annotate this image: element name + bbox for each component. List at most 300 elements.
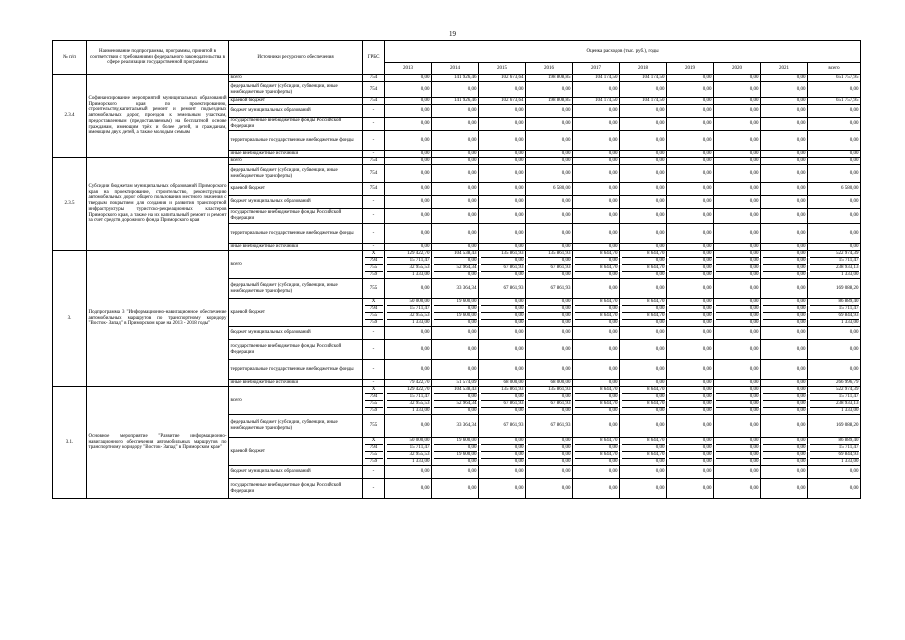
value-cell: 0,00	[808, 466, 861, 479]
amount: 0,00	[716, 319, 759, 326]
grbs-cell: 754	[363, 183, 385, 196]
value-cell: 0,00	[620, 209, 667, 224]
grbs-cell: 754	[363, 82, 385, 98]
amount: 8 644,70	[647, 299, 665, 304]
amount: 67 861,93	[528, 400, 571, 407]
value-cell: 0,00	[714, 118, 761, 131]
value-cell: 198 808,85	[526, 98, 573, 105]
grbs-cell: 755	[363, 279, 385, 299]
value-cell: 0,00	[432, 224, 479, 244]
value-cell: 0,00	[573, 209, 620, 224]
grbs-value: 759	[365, 319, 383, 326]
grbs-value: 755	[365, 451, 383, 458]
value-cell: 0,00	[385, 327, 432, 340]
grbs-cell: -	[363, 196, 385, 209]
amount: 1 333,00	[810, 319, 859, 326]
value-cell: 0,00	[714, 360, 761, 380]
amount: 19 600,00	[434, 312, 477, 319]
amount: 0,00	[702, 438, 712, 443]
value-cell	[714, 251, 761, 279]
source-cell: федеральный бюджет (субсидии, субвенции, иные межбюджетные трансферты)	[229, 279, 363, 299]
value-cell: 0,00	[808, 196, 861, 209]
amount: 0,00	[763, 271, 806, 278]
amount: 1 333,00	[810, 407, 859, 414]
amount: 129 422,70	[407, 387, 430, 392]
header-num: № п/п	[53, 41, 87, 75]
value-cell: 0,00	[432, 360, 479, 380]
value-cell: 0,00	[479, 340, 526, 360]
value-cell: 0,00	[620, 466, 667, 479]
row-description: Софинансирование мероприятий муниципальных образований Приморского края по проектированию, строительству,капитальный ремонт и ремонт подъездных автомобильных дорог, проездов к земельным участкам, предоставленным (предоставляемым) на бесплатной основе гражданам, имеющим трёх и более детей, и гражданам, имеющим двух детей, а также молодым семьям	[87, 75, 229, 158]
value-cell: 0,00	[620, 224, 667, 244]
source-cell: всего	[229, 158, 363, 165]
value-cell: 0,00	[432, 105, 479, 118]
amount: 0,00	[669, 451, 712, 458]
value-cell	[432, 251, 479, 279]
value-cell: 0,00	[761, 279, 808, 299]
value-cell: 0,00	[573, 340, 620, 360]
amount: 0,00	[481, 319, 524, 326]
grbs-cell: 755	[363, 415, 385, 438]
value-cell: 0,00	[761, 479, 808, 499]
amount: 19 600,00	[456, 299, 477, 304]
value-cell: 0,00	[620, 118, 667, 131]
value-cell: 0,00	[761, 183, 808, 196]
value-cell: 0,00	[479, 82, 526, 98]
value-cell: 0,00	[808, 151, 861, 158]
value-cell: 0,00	[667, 118, 714, 131]
amount: 15 711,47	[810, 257, 859, 264]
amount: 522 974,39	[836, 387, 859, 392]
amount: 0,00	[702, 387, 712, 392]
value-cell: 0,00	[526, 165, 573, 183]
value-cell	[761, 438, 808, 466]
amount: 135 861,93	[548, 251, 571, 256]
source-cell: всего	[229, 75, 363, 82]
amount: 0,00	[575, 458, 618, 465]
value-cell: 0,00	[526, 244, 573, 251]
amount: 0,00	[716, 257, 759, 264]
value-cell: 651 757,95	[808, 98, 861, 105]
amount: 0,00	[561, 438, 571, 443]
amount: 0,00	[669, 319, 712, 326]
value-cell: 0,00	[573, 158, 620, 165]
value-cell: 0,00	[620, 165, 667, 183]
source-cell: краевой бюджет	[229, 438, 363, 466]
value-cell: 0,00	[526, 224, 573, 244]
header-year: 2019	[667, 63, 714, 75]
value-cell: 0,00	[526, 360, 573, 380]
budget-table	[52, 40, 861, 499]
value-cell: 67 861,93	[479, 415, 526, 438]
amount: 8 644,70	[622, 400, 665, 407]
value-cell	[620, 387, 667, 415]
value-cell: 0,00	[479, 327, 526, 340]
value-cell	[479, 299, 526, 327]
header-grbs: ГРБС	[363, 41, 385, 75]
amount: 0,00	[481, 444, 524, 451]
value-cell: 0,00	[714, 75, 761, 82]
value-cell: 266 996,79	[808, 380, 861, 387]
grbs-cell: -	[363, 105, 385, 118]
value-cell: 0,00	[385, 183, 432, 196]
amount: 0,00	[622, 257, 665, 264]
value-cell: 0,00	[808, 105, 861, 118]
amount: 0,00	[749, 438, 759, 443]
value-cell: 0,00	[761, 118, 808, 131]
value-cell: 0,00	[385, 466, 432, 479]
amount: 1 333,00	[387, 407, 430, 414]
value-cell: 0,00	[761, 165, 808, 183]
grbs-cell	[363, 299, 385, 327]
amount: 0,00	[669, 407, 712, 414]
value-cell: 67 861,93	[479, 279, 526, 299]
amount: 0,00	[669, 458, 712, 465]
value-cell: 198 808,85	[526, 75, 573, 82]
amount: 0,00	[481, 393, 524, 400]
amount: 0,00	[749, 299, 759, 304]
value-cell: 0,00	[385, 340, 432, 360]
value-cell: 0,00	[573, 380, 620, 387]
amount: 1 333,00	[387, 319, 430, 326]
value-cell: 0,00	[526, 131, 573, 151]
value-cell: 104 174,50	[620, 98, 667, 105]
value-cell: 0,00	[385, 360, 432, 380]
value-cell: 0,00	[573, 82, 620, 98]
value-cell: 0,00	[714, 183, 761, 196]
value-cell: 651 757,95	[808, 75, 861, 82]
value-cell: 0,00	[526, 209, 573, 224]
value-cell	[620, 251, 667, 279]
value-cell: 0,00	[667, 224, 714, 244]
value-cell	[808, 299, 861, 327]
amount: 0,00	[434, 393, 477, 400]
amount: 67 861,93	[481, 264, 524, 271]
value-cell: 0,00	[808, 327, 861, 340]
amount: 0,00	[528, 451, 571, 458]
amount: 0,00	[716, 393, 759, 400]
amount: 8 644,70	[647, 251, 665, 256]
grbs-cell: -	[363, 224, 385, 244]
value-cell: 0,00	[761, 327, 808, 340]
amount: 0,00	[669, 393, 712, 400]
value-cell: 0,00	[385, 224, 432, 244]
value-cell: 68 000,00	[526, 380, 573, 387]
source-cell: краевой бюджет	[229, 299, 363, 327]
value-cell: 0,00	[385, 279, 432, 299]
value-cell: 0,00	[714, 209, 761, 224]
amount: 1 333,00	[810, 271, 859, 278]
grbs-value: 794	[365, 393, 383, 400]
value-cell: 0,00	[761, 98, 808, 105]
value-cell	[526, 387, 573, 415]
value-cell: 0,00	[479, 209, 526, 224]
source-cell: бюджет муниципальных образований	[229, 327, 363, 340]
grbs-cell: -	[363, 118, 385, 131]
value-cell: 0,00	[620, 105, 667, 118]
source-cell: иные внебюджетные источники	[229, 244, 363, 251]
value-cell	[573, 438, 620, 466]
grbs-value: 755	[365, 400, 383, 407]
value-cell: 0,00	[620, 340, 667, 360]
value-cell: 0,00	[620, 244, 667, 251]
amount: 69 844,93	[810, 451, 859, 458]
value-cell: 0,00	[761, 244, 808, 251]
amount: 104 538,43	[454, 251, 477, 256]
amount: 32 955,53	[387, 451, 430, 458]
grbs-value: X	[371, 387, 376, 392]
table-row	[53, 387, 861, 415]
row-description: Подпрограмма 3 "Информационно-навигационное обеспечение автомобильных маршрутов по транспортному коридору "Восток- Запад" в Приморском крае на 2013 - 2018 годы"	[87, 251, 229, 387]
amount: 0,00	[575, 257, 618, 264]
value-cell: 0,00	[761, 466, 808, 479]
amount: 0,00	[796, 299, 806, 304]
value-cell: 0,00	[714, 244, 761, 251]
value-cell	[761, 251, 808, 279]
grbs-cell: -	[363, 380, 385, 387]
amount: 15 711,47	[387, 444, 430, 451]
value-cell: 0,00	[385, 158, 432, 165]
grbs-cell	[363, 251, 385, 279]
amount: 67 861,93	[528, 264, 571, 271]
amount: 0,00	[481, 312, 524, 319]
amount: 0,00	[622, 407, 665, 414]
value-cell: 0,00	[667, 466, 714, 479]
value-cell: 0,00	[385, 75, 432, 82]
value-cell	[573, 387, 620, 415]
amount: 32 955,53	[387, 312, 430, 319]
value-cell: 0,00	[714, 380, 761, 387]
value-cell: 0,00	[573, 479, 620, 499]
grbs-cell	[363, 438, 385, 466]
value-cell: 0,00	[761, 75, 808, 82]
amount: 52 964,34	[434, 264, 477, 271]
table-row	[53, 75, 861, 82]
value-cell	[432, 299, 479, 327]
value-cell: 0,00	[385, 415, 432, 438]
value-cell: 0,00	[526, 158, 573, 165]
value-cell: 0,00	[526, 151, 573, 158]
amount: 50 000,00	[409, 438, 430, 443]
source-cell: иные внебюджетные источники	[229, 380, 363, 387]
value-cell: 0,00	[479, 131, 526, 151]
value-cell: 0,00	[808, 165, 861, 183]
value-cell	[526, 251, 573, 279]
amount: 135 861,93	[501, 251, 524, 256]
table-body	[53, 75, 861, 499]
source-cell: территориальные государственные внебюджетные фонды	[229, 224, 363, 244]
value-cell	[479, 387, 526, 415]
amount: 32 955,53	[387, 400, 430, 407]
amount: 8 644,70	[622, 264, 665, 271]
amount: 1 333,00	[387, 458, 430, 465]
amount: 0,00	[763, 305, 806, 312]
value-cell	[526, 299, 573, 327]
value-cell: 6 580,00	[526, 183, 573, 196]
amount: 0,00	[434, 257, 477, 264]
value-cell: 0,00	[573, 151, 620, 158]
source-cell: краевой бюджет	[229, 183, 363, 196]
amount: 15 711,47	[387, 305, 430, 312]
row-code: 2.3.4	[53, 75, 87, 158]
grbs-value: 755	[365, 312, 383, 319]
amount: 0,00	[716, 264, 759, 271]
amount: 32 955,53	[387, 264, 430, 271]
amount: 0,00	[528, 407, 571, 414]
value-cell	[808, 387, 861, 415]
header-year: 2013	[385, 63, 432, 75]
amount: 0,00	[763, 451, 806, 458]
value-cell: 0,00	[761, 82, 808, 98]
amount: 19 600,00	[456, 438, 477, 443]
value-cell: 0,00	[714, 466, 761, 479]
value-cell: 0,00	[620, 158, 667, 165]
amount: 8 644,70	[575, 312, 618, 319]
amount: 135 861,93	[501, 387, 524, 392]
value-cell	[667, 387, 714, 415]
grbs-cell	[363, 387, 385, 415]
amount: 0,00	[528, 393, 571, 400]
table-row	[53, 251, 861, 279]
value-cell: 0,00	[573, 118, 620, 131]
value-cell: 0,00	[667, 479, 714, 499]
value-cell: 0,00	[479, 158, 526, 165]
amount: 52 964,34	[434, 400, 477, 407]
header-year: 2014	[432, 63, 479, 75]
value-cell	[667, 438, 714, 466]
amount: 8 644,70	[600, 438, 618, 443]
amount: 0,00	[481, 451, 524, 458]
value-cell: 0,00	[432, 151, 479, 158]
value-cell: 0,00	[808, 131, 861, 151]
value-cell: 0,00	[714, 196, 761, 209]
value-cell: 0,00	[573, 165, 620, 183]
source-cell: бюджет муниципальных образований	[229, 466, 363, 479]
grbs-cell: 754	[363, 165, 385, 183]
value-cell	[479, 438, 526, 466]
value-cell: 0,00	[479, 183, 526, 196]
value-cell: 0,00	[526, 340, 573, 360]
amount: 0,00	[575, 271, 618, 278]
grbs-value: 794	[365, 305, 383, 312]
value-cell: 0,00	[761, 340, 808, 360]
value-cell: 67 861,93	[526, 415, 573, 438]
value-cell: 0,00	[432, 165, 479, 183]
amount: 0,00	[528, 458, 571, 465]
amount: 8 644,70	[575, 264, 618, 271]
grbs-cell: -	[363, 327, 385, 340]
header-year: 2018	[620, 63, 667, 75]
amount: 15 711,47	[387, 257, 430, 264]
grbs-value: 759	[365, 271, 383, 278]
amount: 0,00	[716, 400, 759, 407]
amount: 0,00	[716, 407, 759, 414]
value-cell: 0,00	[432, 82, 479, 98]
grbs-cell: -	[363, 466, 385, 479]
value-cell: 0,00	[667, 279, 714, 299]
amount: 0,00	[622, 319, 665, 326]
header-year: 2016	[526, 63, 573, 75]
amount: 0,00	[716, 458, 759, 465]
header-year: 2017	[573, 63, 620, 75]
amount: 0,00	[481, 271, 524, 278]
amount: 86 889,40	[838, 438, 859, 443]
value-cell: 6 580,00	[808, 183, 861, 196]
value-cell: 0,00	[385, 82, 432, 98]
amount: 15 711,47	[810, 444, 859, 451]
value-cell: 0,00	[620, 327, 667, 340]
value-cell	[761, 299, 808, 327]
value-cell: 0,00	[620, 196, 667, 209]
value-cell: 0,00	[479, 224, 526, 244]
source-cell: всего	[229, 251, 363, 279]
value-cell: 0,00	[808, 479, 861, 499]
value-cell: 0,00	[667, 360, 714, 380]
value-cell: 141 926,46	[432, 98, 479, 105]
value-cell: 79 422,70	[385, 380, 432, 387]
value-cell: 0,00	[714, 98, 761, 105]
grbs-value: X	[371, 438, 376, 443]
value-cell: 0,00	[714, 151, 761, 158]
value-cell: 0,00	[620, 82, 667, 98]
grbs-cell: 754	[363, 158, 385, 165]
amount: 0,00	[434, 319, 477, 326]
value-cell: 67 861,93	[526, 279, 573, 299]
value-cell: 0,00	[714, 82, 761, 98]
amount: 0,00	[763, 393, 806, 400]
value-cell: 0,00	[667, 165, 714, 183]
value-cell	[385, 299, 432, 327]
value-cell: 102 673,64	[479, 75, 526, 82]
amount: 0,00	[528, 271, 571, 278]
value-cell: 33 364,34	[432, 415, 479, 438]
source-cell: государственные внебюджетные фонды Российской Федерации	[229, 340, 363, 360]
amount: 8 644,70	[622, 312, 665, 319]
value-cell	[714, 438, 761, 466]
amount: 0,00	[716, 271, 759, 278]
amount: 0,00	[763, 319, 806, 326]
value-cell: 0,00	[432, 158, 479, 165]
value-cell: 0,00	[761, 224, 808, 244]
amount: 0,00	[575, 319, 618, 326]
value-cell: 0,00	[385, 98, 432, 105]
value-cell: 0,00	[479, 151, 526, 158]
header-year: 2020	[714, 63, 761, 75]
value-cell: 0,00	[667, 98, 714, 105]
amount: 0,00	[716, 444, 759, 451]
value-cell: 0,00	[573, 360, 620, 380]
header-estimate: Оценка расходов (тыс. руб.), годы	[385, 41, 861, 63]
value-cell: 0,00	[479, 105, 526, 118]
amount: 0,00	[528, 312, 571, 319]
grbs-value: 755	[365, 264, 383, 271]
value-cell: 0,00	[573, 131, 620, 151]
value-cell	[808, 251, 861, 279]
value-cell: 0,00	[714, 479, 761, 499]
row-description: Субсидии бюджетам муниципальных образований Приморского края на проектирование, строительство, реконструкцию автомобильных дорог общего пользования местного значения с твердым покрытием для создания и развития транспортной инфраструктуры туристско-рекреационных кластеров Приморского края, а также на их капитальный ремонт и ремонт за счет средств дорожного фонда Приморского края	[87, 158, 229, 251]
value-cell: 0,00	[526, 82, 573, 98]
value-cell: 0,00	[714, 224, 761, 244]
value-cell: 51 574,09	[432, 380, 479, 387]
value-cell: 0,00	[573, 279, 620, 299]
amount: 0,00	[763, 257, 806, 264]
amount: 0,00	[763, 264, 806, 271]
row-code: 3.	[53, 251, 87, 387]
amount: 0,00	[575, 444, 618, 451]
value-cell: 0,00	[808, 209, 861, 224]
source-cell: бюджет муниципальных образований	[229, 196, 363, 209]
value-cell: 0,00	[432, 479, 479, 499]
